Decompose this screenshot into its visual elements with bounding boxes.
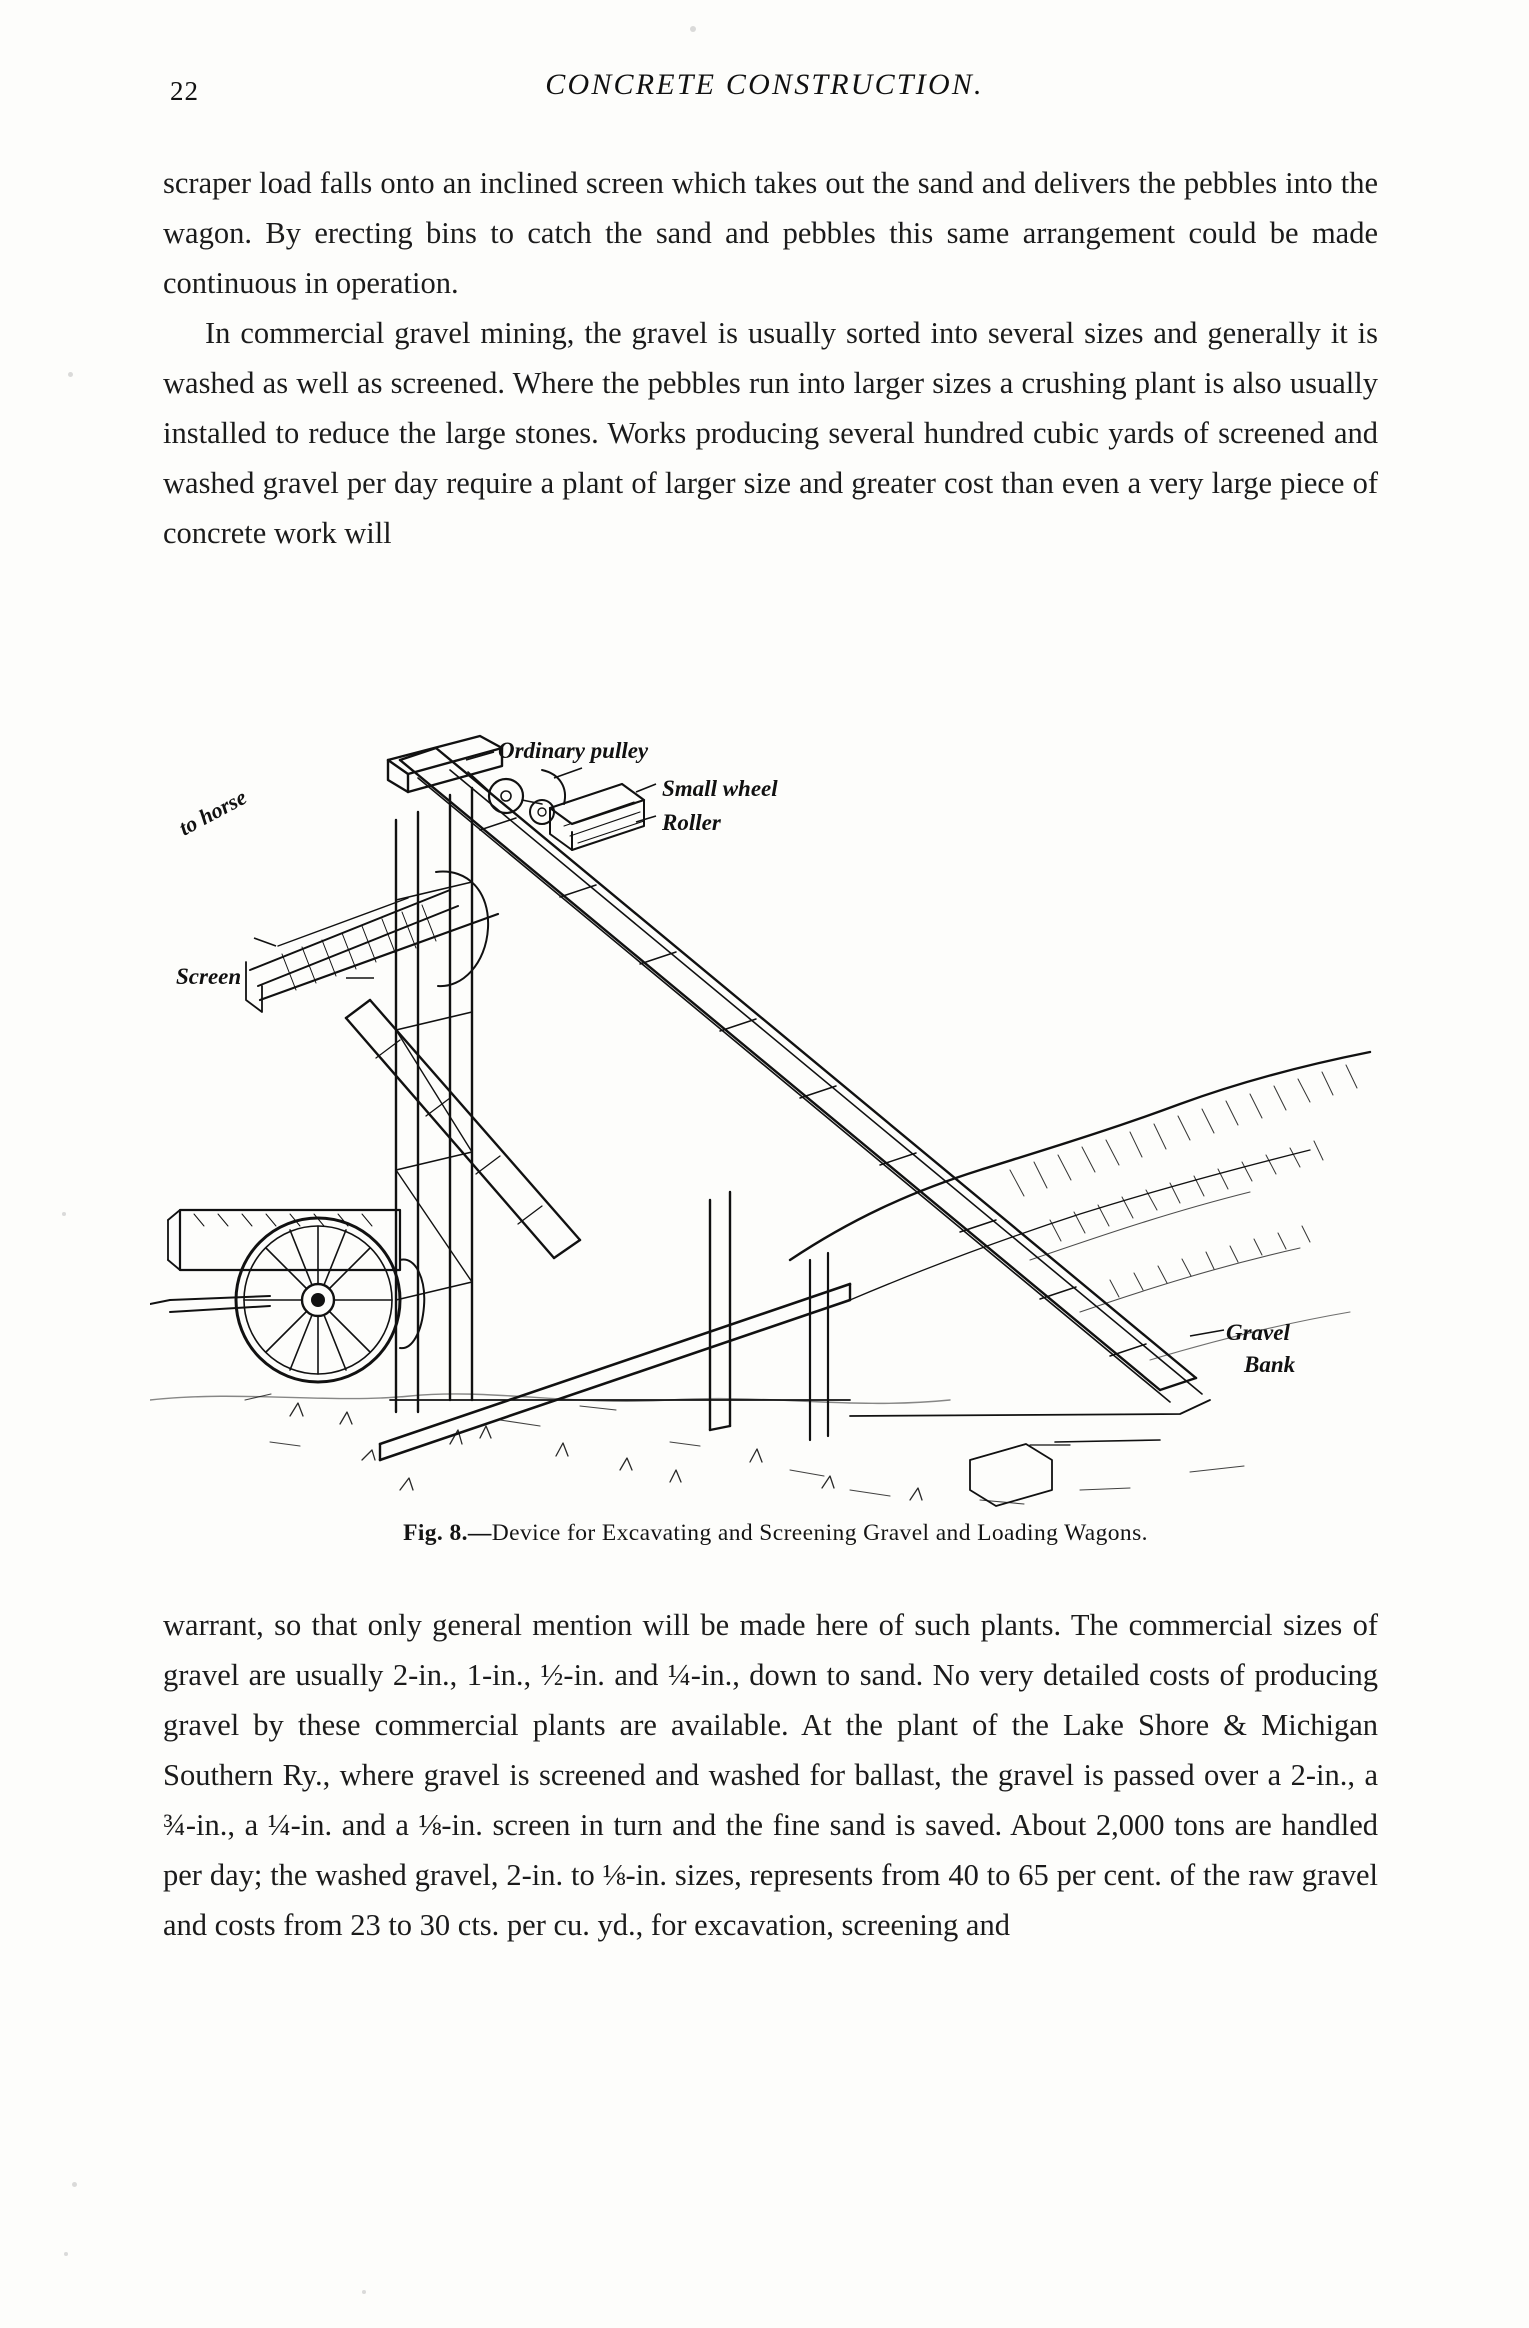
gravel-screening-device-drawing <box>150 700 1390 1510</box>
scan-speck <box>64 2252 68 2256</box>
page-title: CONCRETE CONSTRUCTION. <box>545 68 984 101</box>
scan-speck <box>362 2290 366 2294</box>
label-small-wheel: Small wheel <box>662 776 778 801</box>
body-text-bottom <box>163 1600 1378 1950</box>
label-roller: Roller <box>662 810 721 835</box>
paragraph: warrant, so that only general mention will be made here of such plants. The commercial sizes of gravel are usually 2-in., 1-in., ½-in. and ¼-in., down to sand. No very detailed costs of producing gravel by these commercial plants are available. At the plant of the Lake Shore & Michigan Southern Ry., where gravel is screened and washed for ballast, the gravel is passed over a 2-in., a ¾-in., a ¼-in. and a ⅛-in. screen in turn and the fine sand is saved. About 2,000 tons are handled per day; the washed gravel, 2-in. to ⅛-in. sizes, represents from 40 to 65 per cent. of the raw gravel and costs from 23 to 30 cts. per cu. yd., for excavation, screening and <box>163 1608 1378 1942</box>
label-gravel: Gravel <box>1226 1320 1290 1345</box>
figure-illustration <box>150 700 1390 1510</box>
body-text-top <box>163 158 1378 558</box>
figure-caption-text: Device for Excavating and Screening Gravel and Loading Wagons. <box>491 1520 1148 1546</box>
scan-speck <box>72 2182 77 2187</box>
scan-speck <box>62 1212 66 1216</box>
label-bank: Bank <box>1244 1352 1296 1377</box>
label-to-horse: to horse <box>174 784 251 841</box>
label-screen: Screen <box>176 964 242 989</box>
page-number: 22 <box>170 76 199 106</box>
label-ordinary-pulley: Ordinary pulley <box>498 738 649 763</box>
figure-caption-label: Fig. 8.— <box>403 1520 492 1546</box>
running-head <box>160 68 1369 108</box>
paragraph: In commercial gravel mining, the gravel is usually sorted into several sizes and generally it is washed as well as screened. Where the pebbles run into larger sizes a crushing plant is also usually installed to reduce the large stones. Works producing several hundred cubic yards of screened and washed gravel per day require a plant of larger size and greater cost than even a very large piece of concrete work will <box>163 316 1378 550</box>
figure-caption <box>163 1520 1388 1547</box>
scan-speck <box>68 372 73 377</box>
scan-speck <box>690 26 696 32</box>
paragraph: scraper load falls onto an inclined screen which takes out the sand and delivers the pebbles into the wagon. By erecting bins to catch the sand and pebbles this same arrangement could be made continuous in operation. <box>163 166 1378 300</box>
